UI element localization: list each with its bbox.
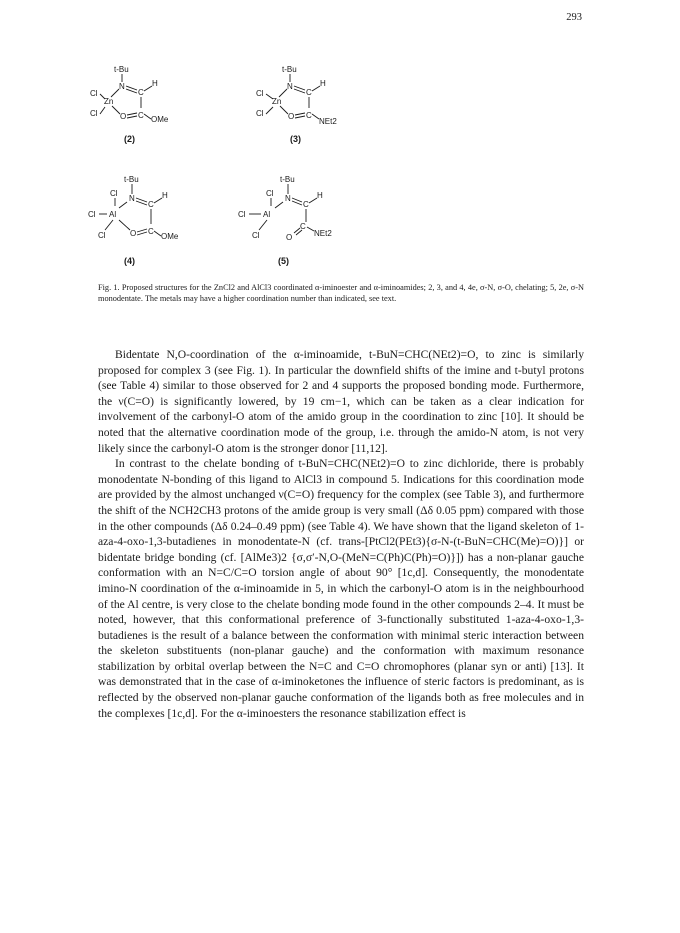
carbonyl-c-label: C (138, 111, 144, 120)
cl-label: Cl (266, 189, 274, 198)
imine-n-label: N (129, 194, 135, 203)
cl-label: Cl (90, 89, 98, 98)
imine-n-label: N (285, 194, 291, 203)
cl-label: Cl (98, 231, 106, 240)
carbonyl-o-label: O (130, 229, 137, 238)
imine-c-label: C (148, 200, 154, 209)
paragraph: In contrast to the chelate bonding of t-BuN=CHC(NEt2)=O to zinc dichloride, there is probably monodentate N-bonding of this ligand to AlCl3 in compound 5. Indications for this coordination mode are provided by the almost unchanged ν(C=O) frequency for the complex (see Table 3), and furthermore the shift of the NCH2CH3 protons of the amide group is very small (Δδ 0.05 ppm) compared with those in the other compounds (Δδ 0.24–0.49 ppm) (see Table 4). We have shown that the ligand skeleton of 1-aza-4-oxo-1,3-butadienes in monodentate-N (cf. trans-[PtCl2(PEt3){σ-N-(t-BuN=CHC(Me)=O)}] or bidentate bridge bonding (cf. [AlMe3)2 {σ,σ′-N,O-(MeN=C(Ph)C(Ph)=O)}]) has a non-planar gauche conformation with an N=C/C=O torsion angle of about 90° [1c,d]. Consequently, the monodentate imino-N coordination of the α-iminoamide in 5, in which the carbonyl-O atom is in the neighbourhood of the Al centre, is very close to the chelate bonding mode found in the other compounds 2–4. It must be noted, however, that this conformational preference of 3-functionally substituted 1-aza-4-oxo-1,3-butadienes is the result of a balance between the conformation with minimal steric interaction between the skeleton substituents (non-planar gauche) and the conformation with maximum resonance stabilization by orbital overlap between the N=C and C=O chromophores (planar syn or anti) [13]. It was demonstrated that in the case of α-iminoketones the influence of steric factors is predominant, as is reflected by the observed non-planar gauche conformation of the ligands both as free molecules and in the complexes [1c,d]. For the α-iminoesters the resonance stabilization effect is (98, 457, 584, 720)
structure-4 (88, 174, 208, 270)
carbonyl-c-label: C (306, 111, 312, 120)
carbonyl-o-label: O (288, 112, 295, 121)
cl-label: Cl (256, 89, 264, 98)
cl-label: Cl (90, 109, 98, 118)
tbu-label: t-Bu (124, 175, 139, 184)
tbu-label: t-Bu (282, 65, 297, 74)
tbu-label: t-Bu (114, 65, 129, 74)
imine-c-label: C (303, 200, 309, 209)
cl-label: Cl (238, 210, 246, 219)
page-number: 293 (566, 12, 582, 23)
body-text (98, 347, 584, 721)
figure-caption: Fig. 1. Proposed structures for the ZnCl2 and AlCl3 coordinated α-iminoester and α-iminoamides; 2, 3, and 4, 4e, σ-N, σ-O, chelating; 5, 2e, σ-N monodentate. The metals may have a higher coordination number than indicated, see text. (98, 283, 584, 304)
structure-5-drawing (236, 174, 366, 270)
substituent-label: OMe (161, 232, 179, 241)
imine-c-label: C (306, 88, 312, 97)
compound-label: (2) (124, 134, 135, 144)
structure-5 (236, 174, 366, 270)
carbonyl-o-label: O (120, 112, 127, 121)
paragraph: Bidentate N,O-coordination of the α-iminoamide, t-BuN=CHC(NEt2)=O, to zinc is similarly proposed for complex 3 (see Fig. 1). In particular the downfield shifts of the imine and t-butyl protons (see Table 4) similar to those observed for 2 and 4 supports the proposed bonding mode. Furthermore, the ν(C=O) is significantly lowered, by 19 cm−1, which can be taken as a clear indication for involvement of the carbonyl-O atom of the amido group in the coordination to zinc [10]. It should be noted that the alternative coordination mode of the group, i.e. through the amido-N atom, is not very likely since the carbonyl-O atom is the stronger donor [11,12]. (98, 348, 584, 455)
carbonyl-o-label: O (286, 233, 293, 242)
h-label: H (162, 191, 168, 200)
substituent-label: NEt2 (314, 229, 332, 238)
metal-label: Al (109, 210, 117, 219)
carbonyl-c-label: C (148, 227, 154, 236)
carbonyl-c-label: C (300, 222, 306, 231)
structure-2-drawing (90, 64, 200, 150)
h-label: H (152, 79, 158, 88)
cl-label: Cl (88, 210, 96, 219)
metal-label: Al (263, 210, 271, 219)
cl-label: Cl (252, 231, 260, 240)
compound-label: (3) (290, 134, 301, 144)
metal-label: Zn (104, 97, 114, 106)
imine-n-label: N (119, 82, 125, 91)
imine-n-label: N (287, 82, 293, 91)
cl-label: Cl (110, 189, 118, 198)
structure-4-drawing (88, 174, 208, 270)
compound-label: (4) (124, 256, 135, 266)
h-label: H (317, 191, 323, 200)
tbu-label: t-Bu (280, 175, 295, 184)
substituent-label: NEt2 (319, 117, 337, 126)
structure-3-drawing (246, 64, 356, 150)
h-label: H (320, 79, 326, 88)
imine-c-label: C (138, 88, 144, 97)
cl-label: Cl (256, 109, 264, 118)
compound-label: (5) (278, 256, 289, 266)
substituent-label: OMe (151, 115, 169, 124)
structure-2 (90, 64, 200, 150)
metal-label: Zn (272, 97, 282, 106)
structure-3 (246, 64, 356, 150)
